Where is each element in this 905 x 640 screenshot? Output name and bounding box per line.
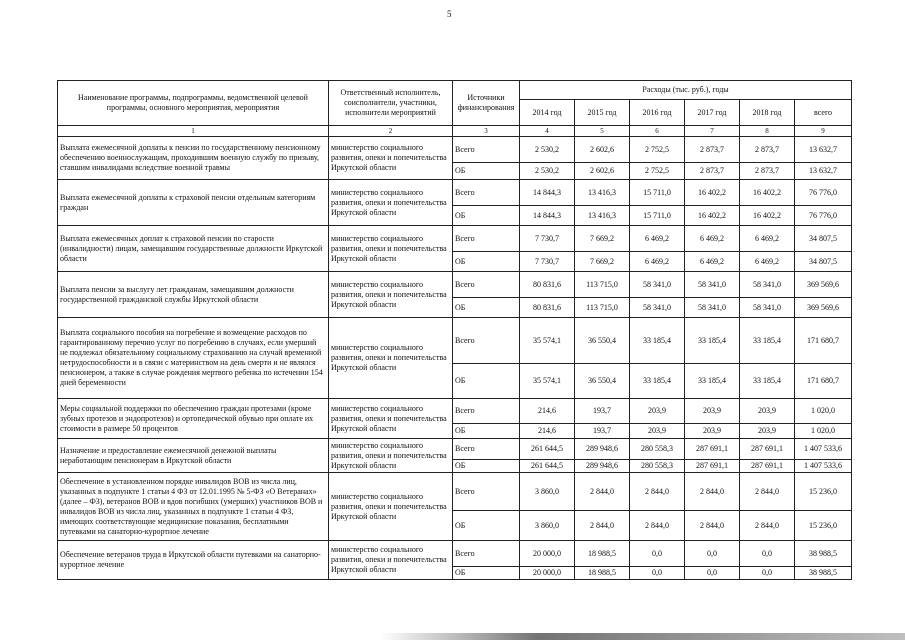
year-value-cell: 33 185,4: [740, 318, 795, 364]
executor-cell: министерство социального развития, опеки и попечительства Иркутской области: [329, 439, 453, 473]
table-row: [58, 541, 852, 567]
year-value-cell: 58 341,0: [740, 298, 795, 318]
year-value-cell: 7 730,7: [520, 252, 575, 272]
header-year-cell: 2018 год: [740, 100, 795, 126]
funding-source-cell: Всего: [453, 541, 520, 567]
year-value-cell: 3 860,0: [520, 473, 575, 511]
column-number: 6: [630, 126, 685, 137]
year-value-cell: 2 752,5: [630, 137, 685, 163]
measure-name-cell: Выплата ежемесячной доплаты к страховой пенсии отдельным категориям граждан: [58, 180, 329, 226]
funding-source-cell: Всего: [453, 180, 520, 206]
year-value-cell: 2 844,0: [740, 473, 795, 511]
total-value-cell: 13 632,7: [795, 163, 852, 180]
year-value-cell: 287 691,1: [685, 439, 740, 460]
year-value-cell: 193,7: [575, 399, 630, 424]
executor-cell: министерство социального развития, опеки и попечительства Иркутской области: [329, 137, 453, 180]
year-value-cell: 6 469,2: [740, 226, 795, 252]
year-value-cell: 58 341,0: [685, 272, 740, 298]
year-value-cell: 6 469,2: [630, 226, 685, 252]
total-value-cell: 34 807,5: [795, 226, 852, 252]
year-value-cell: 80 831,6: [520, 272, 575, 298]
year-value-cell: 58 341,0: [685, 298, 740, 318]
table-row: [58, 439, 852, 460]
year-value-cell: 2 602,6: [575, 163, 630, 180]
funding-source-cell: ОБ: [453, 424, 520, 439]
header-expenses-cell: Расходы (тыс. руб.), годы: [520, 81, 852, 100]
table-row: [58, 272, 852, 298]
column-number: 5: [575, 126, 630, 137]
measure-name-cell: Выплата ежемесячной доплаты к пенсии по государственному пенсионному обеспечению военнослужащим, проходившим военную службу по призыву, ставшим инвалидами вследствие военной травмы: [58, 137, 329, 180]
year-value-cell: 33 185,4: [685, 364, 740, 399]
column-number: 8: [740, 126, 795, 137]
total-value-cell: 15 236,0: [795, 511, 852, 541]
year-value-cell: 20 000,0: [520, 541, 575, 567]
table-row: [58, 473, 852, 511]
year-value-cell: 14 844,3: [520, 180, 575, 206]
funding-source-cell: ОБ: [453, 364, 520, 399]
year-value-cell: 16 402,2: [685, 206, 740, 226]
year-value-cell: 16 402,2: [685, 180, 740, 206]
column-number: 2: [329, 126, 453, 137]
funding-source-cell: ОБ: [453, 206, 520, 226]
year-value-cell: 2 844,0: [685, 511, 740, 541]
year-value-cell: 3 860,0: [520, 511, 575, 541]
measure-name-cell: Выплата социального пособия на погребение и возмещение расходов по гарантированному перечню услуг по погребению в случаях, если умерший не подлежал обязательному социальному страхованию на случай временной нетрудоспособности и в связи с материнством на день смерти и не являлся пенсионером, а также в случае рождения мертвого ребенка по истечении 154 дней беременности: [58, 318, 329, 399]
table-row: [58, 318, 852, 364]
header-year-cell: 2014 год: [520, 100, 575, 126]
year-value-cell: 2 873,7: [685, 137, 740, 163]
year-value-cell: 214,6: [520, 399, 575, 424]
year-value-cell: 2 844,0: [685, 473, 740, 511]
header-year-cell: 2015 год: [575, 100, 630, 126]
year-value-cell: 2 844,0: [630, 511, 685, 541]
year-value-cell: 0,0: [685, 567, 740, 580]
funding-source-cell: ОБ: [453, 567, 520, 580]
year-value-cell: 2 530,2: [520, 163, 575, 180]
year-value-cell: 2 844,0: [740, 511, 795, 541]
table-row: [58, 399, 852, 424]
year-value-cell: 80 831,6: [520, 298, 575, 318]
year-value-cell: 203,9: [630, 424, 685, 439]
page-number: 5: [447, 9, 452, 19]
year-value-cell: 2 873,7: [740, 137, 795, 163]
executor-cell: министерство социального развития, опеки и попечительства Иркутской области: [329, 473, 453, 541]
year-value-cell: 13 416,3: [575, 180, 630, 206]
column-number: 1: [58, 126, 329, 137]
year-value-cell: 58 341,0: [740, 272, 795, 298]
measure-name-cell: Меры социальной поддержки по обеспечению граждан протезами (кроме зубных протезов и эндопротезов) и ортопедической обувью при оплате их стоимости в размере 50 процентов: [58, 399, 329, 439]
year-value-cell: 14 844,3: [520, 206, 575, 226]
total-value-cell: 1 407 533,6: [795, 439, 852, 460]
year-value-cell: 113 715,0: [575, 272, 630, 298]
year-value-cell: 33 185,4: [685, 318, 740, 364]
header-row: [58, 81, 852, 100]
total-value-cell: 1 020,0: [795, 399, 852, 424]
year-value-cell: 58 341,0: [630, 298, 685, 318]
funding-source-cell: Всего: [453, 439, 520, 460]
year-value-cell: 289 948,6: [575, 460, 630, 473]
year-value-cell: 214,6: [520, 424, 575, 439]
year-value-cell: 287 691,1: [685, 460, 740, 473]
year-value-cell: 0,0: [685, 541, 740, 567]
year-value-cell: 6 469,2: [685, 252, 740, 272]
total-value-cell: 171 680,7: [795, 364, 852, 399]
year-value-cell: 16 402,2: [740, 206, 795, 226]
year-value-cell: 33 185,4: [630, 364, 685, 399]
year-value-cell: 203,9: [740, 399, 795, 424]
year-value-cell: 2 752,5: [630, 163, 685, 180]
year-value-cell: 6 469,2: [685, 226, 740, 252]
executor-cell: министерство социального развития, опеки и попечительства Иркутской области: [329, 318, 453, 399]
year-value-cell: 0,0: [740, 567, 795, 580]
year-value-cell: 7 730,7: [520, 226, 575, 252]
year-value-cell: 193,7: [575, 424, 630, 439]
total-value-cell: 34 807,5: [795, 252, 852, 272]
header-source-cell: Источники финансирования: [453, 81, 520, 126]
year-value-cell: 18 988,5: [575, 567, 630, 580]
measure-name-cell: Назначение и предоставление ежемесячной денежной выплаты неработающим пенсионерам в Иркутской области: [58, 439, 329, 473]
year-value-cell: 7 669,2: [575, 252, 630, 272]
funding-source-cell: Всего: [453, 399, 520, 424]
year-value-cell: 15 711,0: [630, 180, 685, 206]
funding-source-cell: Всего: [453, 272, 520, 298]
year-value-cell: 16 402,2: [740, 180, 795, 206]
year-value-cell: 0,0: [630, 567, 685, 580]
total-value-cell: 369 569,6: [795, 272, 852, 298]
year-value-cell: 36 550,4: [575, 318, 630, 364]
funding-source-cell: ОБ: [453, 511, 520, 541]
year-value-cell: 203,9: [685, 399, 740, 424]
header-year-cell: 2017 год: [685, 100, 740, 126]
total-value-cell: 38 988,5: [795, 541, 852, 567]
total-value-cell: 15 236,0: [795, 473, 852, 511]
table-row: [58, 137, 852, 163]
year-value-cell: 2 602,6: [575, 137, 630, 163]
funding-source-cell: ОБ: [453, 460, 520, 473]
year-value-cell: 18 988,5: [575, 541, 630, 567]
year-value-cell: 20 000,0: [520, 567, 575, 580]
total-value-cell: 76 776,0: [795, 206, 852, 226]
total-value-cell: 38 988,5: [795, 567, 852, 580]
executor-cell: министерство социального развития, опеки и попечительства Иркутской области: [329, 180, 453, 226]
year-value-cell: 287 691,1: [740, 460, 795, 473]
year-value-cell: 203,9: [630, 399, 685, 424]
year-value-cell: 0,0: [630, 541, 685, 567]
header-total-cell: всего: [795, 100, 852, 126]
measure-name-cell: Обеспечение в установленном порядке инвалидов ВОВ из числа лиц, указанных в подпункте 1 статьи 4 ФЗ от 12.01.1995 № 5-ФЗ «О Ветеранах» (далее – ФЗ), ветеранов ВОВ и вдов погибших (умерших) участников ВОВ и инвалидов ВОВ из числа лиц, указанных в подпункте 1 статьи 4 ФЗ, имеющих соответствующие медицинские показания, бесплатными путевками на санаторно-курортное лечение: [58, 473, 329, 541]
scan-edge-shadow: [380, 633, 905, 640]
year-value-cell: 15 711,0: [630, 206, 685, 226]
total-value-cell: 1 407 533,6: [795, 460, 852, 473]
funding-source-cell: Всего: [453, 473, 520, 511]
table-row: [58, 226, 852, 252]
expenses-table: [57, 80, 852, 580]
year-value-cell: 2 873,7: [685, 163, 740, 180]
year-value-cell: 33 185,4: [740, 364, 795, 399]
year-value-cell: 58 341,0: [630, 272, 685, 298]
year-value-cell: 35 574,1: [520, 318, 575, 364]
year-value-cell: 2 844,0: [575, 473, 630, 511]
year-value-cell: 36 550,4: [575, 364, 630, 399]
total-value-cell: 369 569,6: [795, 298, 852, 318]
measure-name-cell: Обеспечение ветеранов труда в Иркутской области путевками на санаторно-курортное лечение: [58, 541, 329, 580]
year-value-cell: 33 185,4: [630, 318, 685, 364]
year-value-cell: 261 644,5: [520, 460, 575, 473]
executor-cell: министерство социального развития, опеки и попечительства Иркутской области: [329, 541, 453, 580]
year-value-cell: 6 469,2: [740, 252, 795, 272]
year-value-cell: 2 844,0: [575, 511, 630, 541]
total-value-cell: 1 020,0: [795, 424, 852, 439]
year-value-cell: 35 574,1: [520, 364, 575, 399]
year-value-cell: 2 530,2: [520, 137, 575, 163]
header-year-cell: 2016 год: [630, 100, 685, 126]
column-number: 7: [685, 126, 740, 137]
funding-source-cell: ОБ: [453, 163, 520, 180]
year-value-cell: 289 948,6: [575, 439, 630, 460]
header-name-cell: Наименование программы, подпрограммы, ведомственной целевой программы, основного мероприятия, мероприятия: [58, 81, 329, 126]
year-value-cell: 261 644,5: [520, 439, 575, 460]
table-row: [58, 180, 852, 206]
executor-cell: министерство социального развития, опеки и попечительства Иркутской области: [329, 272, 453, 318]
measure-name-cell: Выплата пенсии за выслугу лет гражданам, замещавшим должности государственной гражданской службы Иркутской области: [58, 272, 329, 318]
year-value-cell: 2 873,7: [740, 163, 795, 180]
table-body: [58, 81, 852, 580]
measure-name-cell: Выплата ежемесячных доплат к страховой пенсии по старости (инвалидности) лицам, замещавшим государственные должности Иркутской области: [58, 226, 329, 272]
column-number: 3: [453, 126, 520, 137]
header-org-cell: Ответственный исполнитель, соисполнители, участники, исполнители мероприятий: [329, 81, 453, 126]
year-value-cell: 2 844,0: [630, 473, 685, 511]
year-value-cell: 113 715,0: [575, 298, 630, 318]
column-number: 4: [520, 126, 575, 137]
funding-source-cell: Всего: [453, 137, 520, 163]
total-value-cell: 76 776,0: [795, 180, 852, 206]
column-number: 9: [795, 126, 852, 137]
year-value-cell: 0,0: [740, 541, 795, 567]
executor-cell: министерство социального развития, опеки и попечительства Иркутской области: [329, 399, 453, 439]
total-value-cell: 13 632,7: [795, 137, 852, 163]
year-value-cell: 280 558,3: [630, 439, 685, 460]
executor-cell: министерство социального развития, опеки и попечительства Иркутской области: [329, 226, 453, 272]
year-value-cell: 287 691,1: [740, 439, 795, 460]
year-value-cell: 13 416,3: [575, 206, 630, 226]
funding-source-cell: ОБ: [453, 252, 520, 272]
year-value-cell: 7 669,2: [575, 226, 630, 252]
funding-source-cell: Всего: [453, 318, 520, 364]
year-value-cell: 203,9: [740, 424, 795, 439]
funding-source-cell: Всего: [453, 226, 520, 252]
column-numbers-row: [58, 126, 852, 137]
year-value-cell: 203,9: [685, 424, 740, 439]
year-value-cell: 280 558,3: [630, 460, 685, 473]
total-value-cell: 171 680,7: [795, 318, 852, 364]
funding-source-cell: ОБ: [453, 298, 520, 318]
year-value-cell: 6 469,2: [630, 252, 685, 272]
